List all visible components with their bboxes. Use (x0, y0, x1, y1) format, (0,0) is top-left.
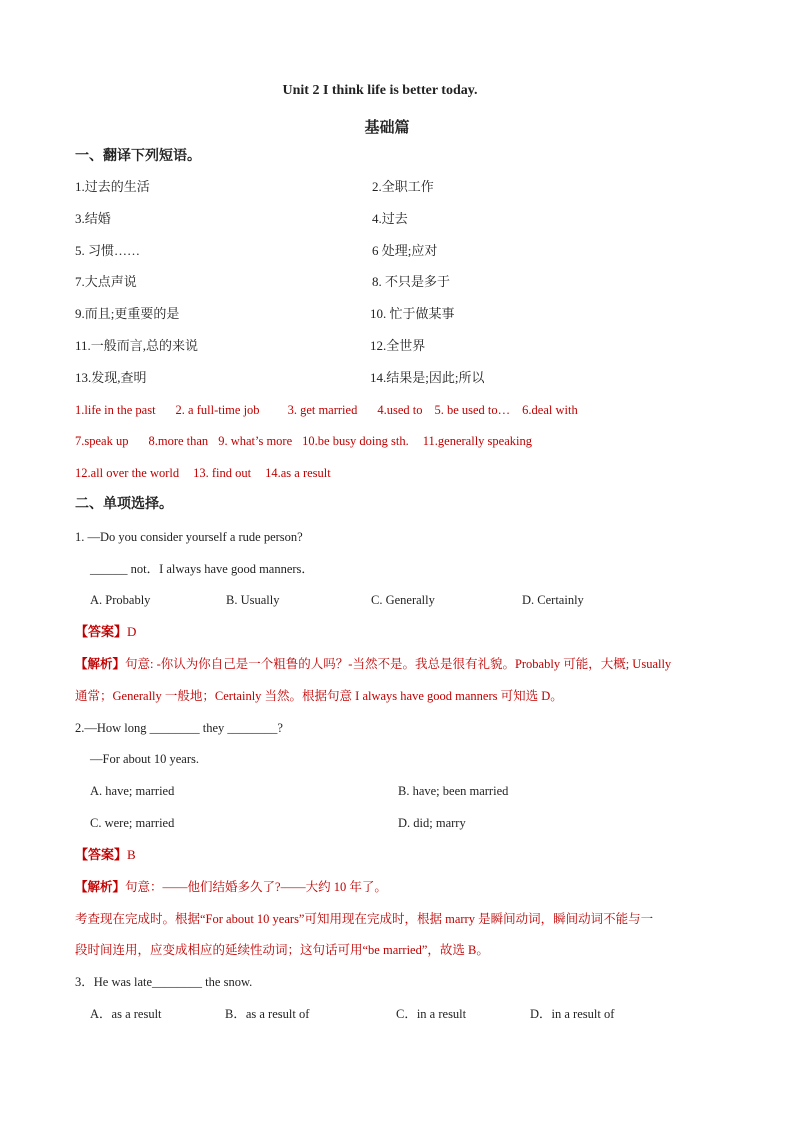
analysis-line (75, 878, 387, 896)
answer-line (75, 623, 136, 641)
document-subtitle: 基础篇 (364, 120, 410, 136)
phrase-item: 3.结婚 (75, 211, 111, 226)
answer-item: 11.generally speaking (422, 434, 532, 448)
answer-row (75, 401, 578, 419)
phrase-item: 11.一般而言,总的来说 (75, 338, 199, 353)
analysis-text: 句意: -你认为你自己是一个粗鲁的人吗？-当然不是。我总是很有礼貌。Probably 可能，大概; Usually (125, 657, 672, 671)
phrase-item: 6 处理;应对 (372, 243, 438, 258)
answer-value: D (127, 624, 137, 639)
answer-line (75, 846, 136, 864)
answer-row (75, 432, 532, 450)
option-b: B. Usually (226, 593, 280, 607)
analysis-label: 【解析】 (75, 657, 126, 671)
answer-item: 7.speak up (75, 434, 129, 448)
answer-item: 6.deal with (522, 403, 578, 417)
section1-heading: 一、翻译下列短语。 (75, 149, 201, 164)
option-c: C. Generally (371, 593, 435, 607)
option-b: B. have; been married (398, 784, 509, 798)
question-stem: ______ not．I always have good manners． (90, 562, 314, 576)
answer-label: 【答案】 (75, 624, 128, 639)
answer-item: 4.used to (377, 403, 423, 417)
analysis-text: 段时间连用，应变成相应的延续性动词；这句话可用“be married”，故选 B。 (75, 943, 489, 957)
question-stem: 2.—How long ________ they ________? (75, 721, 283, 735)
option-a: A. have; married (90, 784, 175, 798)
answer-item: 2. a full-time job (175, 403, 260, 417)
phrase-item: 8. 不只是多于 (372, 274, 451, 289)
section2-heading: 二、单项选择。 (75, 497, 173, 512)
answer-item: 3. get married (287, 403, 358, 417)
answer-item: 12.all over the world (75, 466, 180, 480)
option-c: C. were; married (90, 816, 175, 830)
answer-label: 【答案】 (75, 847, 128, 862)
answer-value: B (127, 847, 136, 862)
phrase-item: 9.而且;更重要的是 (75, 306, 180, 321)
phrase-item: 13.发现,查明 (75, 370, 147, 385)
phrase-item: 7.大点声说 (75, 274, 137, 289)
option-d: D．in a result of (530, 1007, 615, 1021)
answer-item: 8.more than (148, 434, 209, 448)
phrase-item: 1.过去的生活 (75, 179, 150, 194)
answer-row (75, 464, 331, 482)
answer-item: 1.life in the past (75, 403, 156, 417)
analysis-text: 句意：——他们结婚多久了?——大约 10 年了。 (125, 880, 387, 894)
question-stem: —For about 10 years. (90, 752, 200, 766)
document-title: Unit 2 I think life is better today. (282, 83, 478, 98)
phrase-item: 4.过去 (372, 211, 408, 226)
phrase-item: 12.全世界 (370, 338, 426, 353)
answer-item: 10.be busy doing sth. (302, 434, 409, 448)
option-c: C．in a result (396, 1007, 467, 1021)
phrase-item: 14.结果是;因此;所以 (370, 370, 485, 385)
analysis-text: 通常；Generally 一般地；Certainly 当然。根据句意 I always have good manners 可知选 D。 (75, 689, 563, 703)
option-d: D. did; marry (398, 816, 466, 830)
question-stem: 1. —Do you consider yourself a rude person? (75, 530, 303, 544)
option-a: A．as a result (90, 1007, 162, 1021)
answer-item: 9. what’s more (218, 434, 293, 448)
answer-item: 5. be used to… (434, 403, 511, 417)
phrase-item: 2.全职工作 (372, 179, 434, 194)
option-a: A. Probably (90, 593, 151, 607)
analysis-text: 考查现在完成时。根据“For about 10 years”可知用现在完成时，根据 marry 是瞬间动词，瞬间动词不能与一 (75, 912, 654, 926)
analysis-label: 【解析】 (75, 880, 126, 894)
option-d: D. Certainly (522, 593, 584, 607)
question-stem: 3．He was late________ the snow. (75, 975, 253, 989)
answer-item: 14.as a result (265, 466, 331, 480)
answer-item: 13. find out (193, 466, 252, 480)
phrase-item: 10. 忙于做某事 (370, 306, 455, 321)
phrase-item: 5. 习惯…… (75, 243, 141, 258)
analysis-line (75, 655, 671, 673)
option-b: B．as a result of (225, 1007, 310, 1021)
